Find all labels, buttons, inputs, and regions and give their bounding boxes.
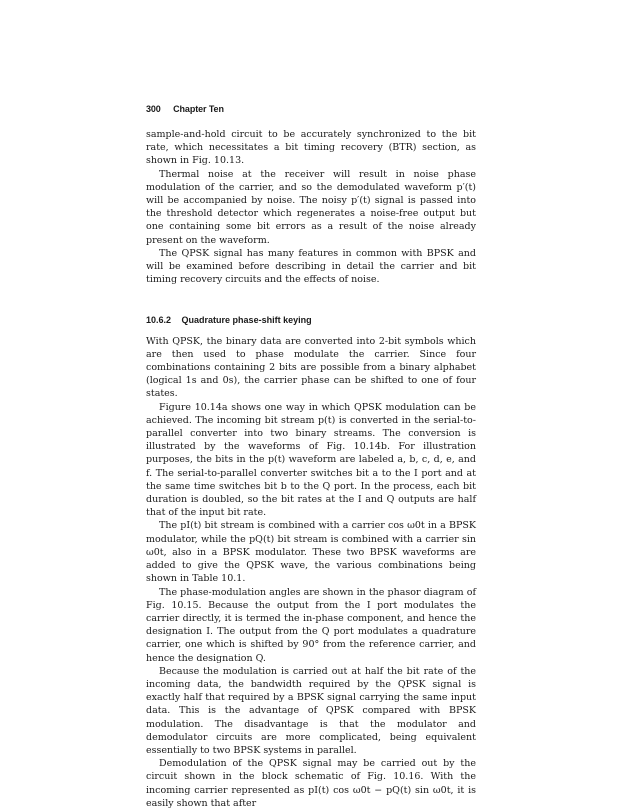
running-head xyxy=(146,104,224,114)
section-title: Quadrature phase-shift keying xyxy=(181,315,312,326)
body-text xyxy=(146,128,476,810)
paragraph: Thermal noise at the receiver will result in noise phase modulation of the carrier, and so the demodulated waveform p′(t) will be accompanied by noise. The noisy p′(t) signal is passed into the threshold detector which regenerates a noise-free output but one containing some bit errors as a result of the noise already present on the waveform. xyxy=(146,168,476,246)
paragraph: The pI(t) bit stream is combined with a carrier cos ω0t in a BPSK modulator, while the pQ(t) bit stream is combined with a carrier sin ω0t, also in a BPSK modulator. These two BPSK waveforms are added to give the QPSK wave, the various combinations being shown in Table 10.1. xyxy=(146,520,476,585)
section-heading xyxy=(146,314,476,327)
section-number: 10.6.2 xyxy=(146,315,172,326)
paragraph: The phase-modulation angles are shown in the phasor diagram of Fig. 10.15. Because the output from the I port modulates the carrier directly, it is termed the in-phase component, and hence the designation I. The output from the Q port modulates a quadrature carrier, one which is shifted by 90° from the reference carrier, and hence the designation Q. xyxy=(146,586,476,664)
chapter-title: Chapter Ten xyxy=(173,104,224,114)
paragraph: Figure 10.14a shows one way in which QPSK modulation can be achieved. The incoming bit stream p(t) is converted in the serial-to-parallel converter into two binary streams. The conversion is illustrated by the waveforms of Fig. 10.14b. For illustration purposes, the bits in the p(t) waveform are labeled a, b, c, d, e, and f. The serial-to-parallel converter switches bit a to the I port and at the same time switches bit b to the Q port. In the process, each bit duration is doubled, so the bit rates at the I and Q outputs are half that of the input bit rate. xyxy=(146,401,476,519)
paragraph: With QPSK, the binary data are converted into 2-bit symbols which are then used to phase modulate the carrier. Since four combinations containing 2 bits are possible from a binary alphabet (logical 1s and 0s), the carrier phase can be shifted to one of four states. xyxy=(146,335,476,400)
paragraph: Because the modulation is carried out at half the bit rate of the incoming data, the bandwidth required by the QPSK signal is exactly half that required by a BPSK signal carrying the same input data. This is the advantage of QPSK compared with BPSK modulation. The disadvantage is that the modulator and demodulator circuits are more complicated, being equivalent essentially to two BPSK systems in parallel. xyxy=(146,665,476,756)
paragraph: The QPSK signal has many features in common with BPSK and will be examined before describing in detail the carrier and bit timing recovery circuits and the effects of noise. xyxy=(146,247,476,286)
page-number: 300 xyxy=(146,104,161,114)
paragraph: sample-and-hold circuit to be accurately synchronized to the bit rate, which necessitates a bit timing recovery (BTR) section, as shown in Fig. 10.13. xyxy=(146,129,476,167)
paragraph: Demodulation of the QPSK signal may be carried out by the circuit shown in the block schematic of Fig. 10.16. With the incoming carrier represented as pI(t) cos ω0t − pQ(t) sin ω0t, it is easily shown that after xyxy=(146,758,476,809)
